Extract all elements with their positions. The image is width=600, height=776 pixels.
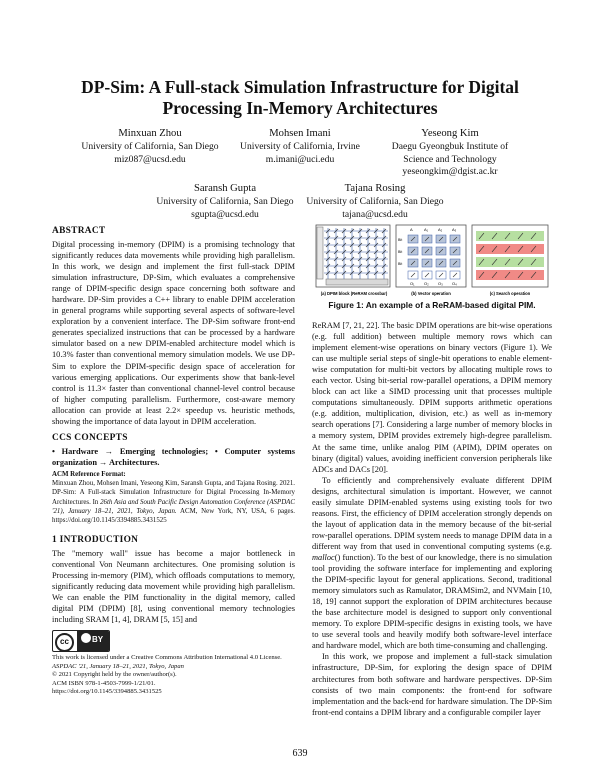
acm-reference-venue: 26th Asia and South Pacific Design Automation Conference (ASPDAC '21), January 18–21, 2021, Tokyo, Japan. bbox=[52, 498, 295, 515]
body-paragraph-2 bbox=[312, 475, 552, 652]
body-paragraph-2b: () function). To the best of our knowledge, there is no simulation tool providing the software interface for implementing and exploring the DPIM-specific layout for general applications. Second, traditional memory simulators such as Ramulator, DRAMSim2, and NVMain [10, 18, 19] cannot support the exploration of DPIM architectures because the base architecture model is designed to support only conventional memory. To explore DPIM-specific designs in existing tools, we have to use several tools and heavily modify both software-level interface and hardware model, which are both time-consuming and challenging. bbox=[312, 552, 552, 651]
row-label: Bit bbox=[398, 250, 403, 254]
author-email: yeseongkim@dgist.ac.kr bbox=[402, 166, 498, 178]
author-name: Yeseong Kim bbox=[421, 128, 479, 139]
col-label: A₁ bbox=[424, 227, 429, 232]
subcaption-c: (c) Search operation bbox=[489, 291, 531, 296]
acm-reference-doi: ACM, New York, NY, USA, 6 pages. https://doi.org/10.1145/3394885.3431525 bbox=[52, 507, 295, 525]
cc-by-label: BY bbox=[92, 635, 104, 644]
author-block bbox=[285, 183, 465, 221]
crossbar-panel bbox=[316, 225, 390, 287]
subcaption-a: (a) DPIM block (ReRAM crossbar) bbox=[320, 291, 388, 296]
author-email: m.imani@uci.edu bbox=[265, 153, 335, 165]
ccs-paragraph: • Hardware → Emerging technologies; • Computer systems organization → Architectures. bbox=[52, 447, 295, 468]
figure-1 bbox=[314, 223, 550, 299]
paper-title bbox=[50, 77, 550, 119]
subcaption-b: (b) Vector operation bbox=[411, 291, 451, 296]
row-label: Bit bbox=[398, 262, 403, 266]
sense-amp-box bbox=[326, 279, 388, 285]
ccs-text bbox=[52, 446, 295, 468]
author-email: miz087@ucsd.edu bbox=[114, 153, 186, 165]
malloc-term: malloc bbox=[312, 552, 335, 562]
author-email: tajana@ucsd.edu bbox=[342, 208, 408, 220]
author-affiliation: University of California, San Diego bbox=[81, 141, 219, 153]
author-email: sgupta@ucsd.edu bbox=[191, 208, 259, 220]
author-name: Mohsen Imani bbox=[269, 128, 331, 139]
output-label: O₃ bbox=[438, 281, 443, 286]
intro-paragraph: The "memory wall" issue has become a major bottleneck in conventional Von Neumann architectures. One promising solution is Processing in-memory (PIM), which offloads computations to memory, significantly reducing data movement while providing high parallelism. We can enable the PIM functionality in the digital memory, called digital PIM (DPIM) [8], using conventional memory technologies including SRAM [1, 4], DRAM [5, 15] and bbox=[52, 549, 295, 625]
row-label: Bit bbox=[398, 238, 403, 242]
author-affiliation: Daegu Gyeongbuk Institute of bbox=[391, 141, 509, 153]
title-line-1: DP-Sim: A Full-stack Simulation Infrastructure for Digital bbox=[81, 77, 519, 97]
acm-reference-text: Minxuan Zhou, Mohsen Imani, Yeseong Kim, Saransh Gupta, and Tajana Rosing. 2021. DP-Sim: A Full-stack Simulation Infrastructure for Digital Processing In-Memory Architectures. In bbox=[52, 480, 295, 506]
author-affiliation: University of California, San Diego bbox=[156, 196, 294, 208]
col-label: A bbox=[410, 227, 413, 232]
row-driver-box bbox=[317, 227, 323, 279]
output-label: O₄ bbox=[452, 281, 457, 286]
license-copyright: © 2021 Copyright held by the owner/author(s). bbox=[52, 671, 177, 679]
abstract-paragraph: Digital processing in-memory (DPIM) is a promising technology that significantly reduces data movements while providing high parallelism. In this work, we design and implement the first full-stack DPIM simulation infrastructure, DP-Sim, which evaluates a comprehensive range of DPIM-specific design space concerning both software and hardware. DP-Sim provides a C++ library to enable DPIM acceleration in general programs while supporting several aspects of software-level exploration by a convenient interface. The DP-Sim software front-end generates specialized instructions that can be processed by a hardware simulator based on a new DPIM-enabled architecture model which is 10.3% faster than conventional memory simulation models. We use DP-Sim to explore the DPIM-specific design space of acceleration for various emerging applications. Our experiments show that bank-level control is 11.3× faster than conventional channel-level control because of higher computing parallelism. Furthermore, cost-aware memory allocation can provide at least 2.2× speedup vs. heuristic methods, showing the importance of data layout in DPIM acceleration. bbox=[52, 240, 295, 426]
author-affiliation: University of California, Irvine bbox=[240, 141, 360, 153]
intro-heading: 1 INTRODUCTION bbox=[52, 535, 139, 545]
author-name: Minxuan Zhou bbox=[118, 128, 182, 139]
acm-reference-heading: ACM Reference Format: bbox=[52, 471, 126, 478]
license-isbn: ACM ISBN 978-1-4503-7999-1/21/01. bbox=[52, 679, 156, 687]
page-number: 639 bbox=[292, 748, 308, 759]
output-label: O₁ bbox=[410, 281, 415, 286]
figure-caption: Figure 1: An example of a ReRAM-based digital PIM. bbox=[328, 300, 536, 310]
search-op-panel bbox=[472, 225, 548, 287]
cc-license-badge bbox=[52, 630, 110, 652]
author-affiliation: University of California, San Diego bbox=[306, 196, 444, 208]
output-label: O₂ bbox=[424, 281, 429, 286]
body-paragraph-1: ReRAM [7, 21, 22]. The basic DPIM operations are bit-wise operations (e.g. full addition) between multiple memory rows which can implement element-wise operations on binary vectors (Figure 1). We can use multiple serial steps of single-bit operations to enable element-wise computation for multi-bit vectors by allocating multiple rows to each vector. Using bit-serial row-parallel operations, a DPIM memory block can act like a SIMD processing unit that processes multiple computations simultaneously. DPIM supports arithmetic operations (e.g. addition, multiplication, division, etc.) as well as in-memory search operations [7]. Considering a large number of memory blocks in a memory system, DPIM provides extremely high-degree parallelism. At the same time, unlike analog PIM (APIM), DPIM operates on binary (digital) values, avoiding inefficient conversion peripherals like ADCs and DACs [20]. bbox=[312, 321, 552, 474]
author-name: Tajana Rosing bbox=[344, 183, 406, 194]
author-affiliation-2: Science and Technology bbox=[403, 153, 497, 165]
vector-op-panel bbox=[396, 225, 466, 287]
license-venue: ASPDAC '21, January 18–21, 2021, Tokyo, Japan bbox=[52, 662, 184, 670]
right-column-text bbox=[312, 320, 552, 718]
license-block bbox=[52, 654, 312, 697]
author-block bbox=[360, 128, 540, 179]
col-label: A₂ bbox=[438, 227, 443, 232]
cc-icon: cc bbox=[55, 633, 74, 652]
col-label: A₃ bbox=[452, 227, 457, 232]
title-line-2: Processing In-Memory Architectures bbox=[162, 98, 438, 118]
body-paragraph-2a: To efficiently and comprehensively evaluate different DPIM designs, architectural simulation is important. However, we cannot easily simulate DPIM-enabled systems using existing tools for two reasons. First, the efficiency of DPIM acceleration strongly depends on the layout of application data in the memory because of the bit-serial row-parallel operations. DPIM system needs to manage DPIM data in a different way from that used in conventional computing systems (e.g. bbox=[312, 475, 552, 551]
license-statement: This work is licensed under a Creative Commons Attribution International 4.0 License. bbox=[52, 654, 282, 661]
body-paragraph-3: In this work, we propose and implement a full-stack simulation infrastructure, DP-Sim, for exploring the design space of DPIM architectures from both software and hardware perspectives. DP-Sim consists of two main components: the front-end for software implementation and the back-end for hardware simulation. The DP-Sim front-end contains a DPIM library and a configurable compiler layer bbox=[312, 652, 552, 717]
acm-reference bbox=[52, 470, 295, 525]
abstract-text bbox=[52, 239, 295, 427]
abstract-heading: ABSTRACT bbox=[52, 226, 106, 236]
person-icon bbox=[81, 633, 91, 643]
intro-text bbox=[52, 548, 295, 625]
ccs-heading: CCS CONCEPTS bbox=[52, 433, 128, 443]
author-name: Saransh Gupta bbox=[193, 183, 257, 194]
license-doi: https://doi.org/10.1145/3394885.3431525 bbox=[52, 688, 162, 696]
crossbar-frame bbox=[316, 225, 390, 287]
